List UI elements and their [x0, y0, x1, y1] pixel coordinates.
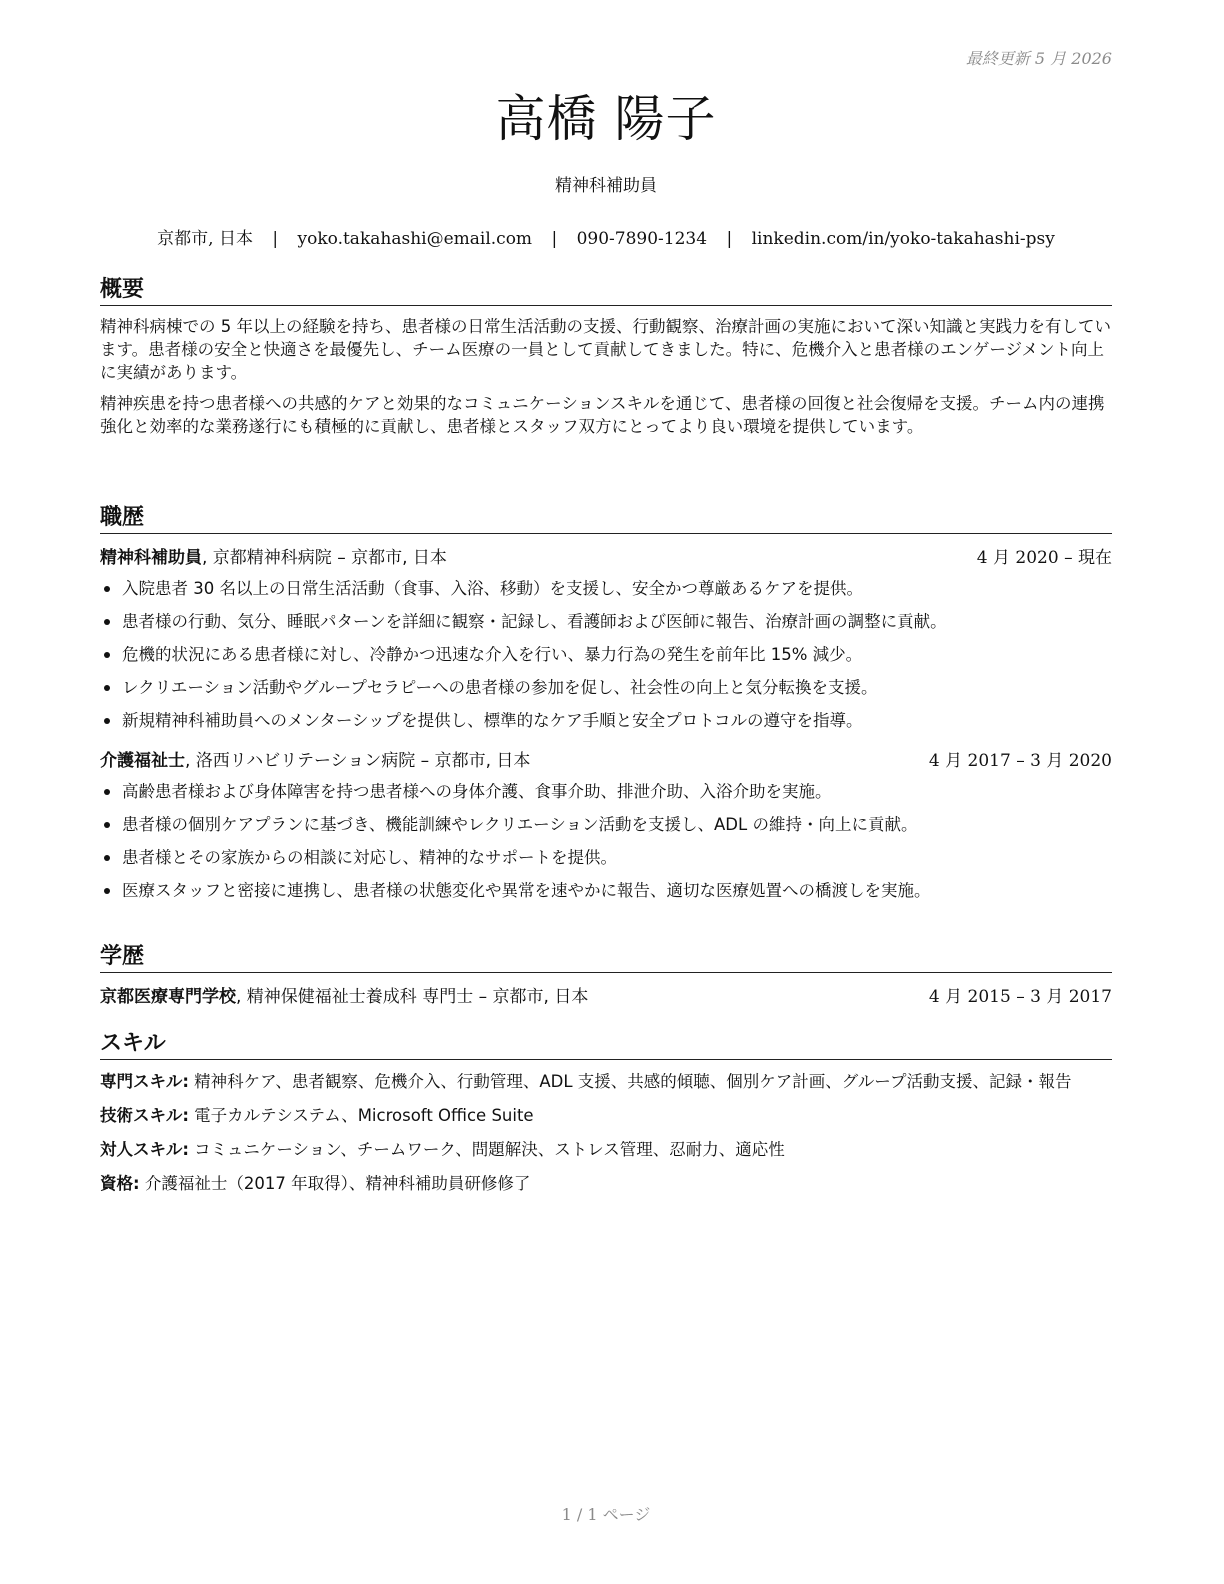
job-role: 精神科補助員 [100, 548, 202, 568]
job-role: 介護福祉士 [100, 751, 185, 771]
job-bullets [100, 775, 1112, 907]
job-bullet: レクリエーション活動やグループセラピーへの患者様の参加を促し、社会性の向上と気分転換を支援。 [100, 671, 1112, 704]
contact-email[interactable]: yoko.takahashi@email.com [297, 229, 533, 249]
summary-paragraph: 精神疾患を持つ患者様への共感的ケアと効果的なコミュニケーションスキルを通じて、患者様の回復と社会復帰を支援。チーム内の連携強化と効率的な業務遂行にも積極的に貢献し、患者様とスタッフ双方にとってより良い環境を提供しています。 [100, 394, 1105, 436]
resume-page [100, 0, 1112, 1584]
job-bullet: 高齢患者様および身体障害を持つ患者様への身体介護、食事介助、排泄介助、入浴介助を実施。 [100, 775, 1112, 808]
skill-label: 専門スキル: [100, 1072, 189, 1091]
candidate-name: 高橋 陽子 [495, 90, 717, 148]
last-updated: 最終更新 5 月 2026 [965, 49, 1112, 68]
contact-separator: | [272, 229, 279, 249]
job-organization: , 洛西リハビリテーション病院 – 京都市, 日本 [185, 751, 531, 771]
job-organization: , 京都精神科病院 – 京都市, 日本 [202, 548, 447, 568]
section-heading-skills: スキル [100, 1031, 1112, 1060]
skill-line [100, 1069, 1112, 1094]
job-bullet: 患者様の行動、気分、睡眠パターンを詳細に観察・記録し、看護師および医師に報告、治療計画の調整に貢献。 [100, 605, 1112, 638]
skill-value: 電子カルテシステム、Microsoft Office Suite [188, 1106, 534, 1125]
job-dates: 4 月 2020 – 現在 [976, 548, 1112, 568]
skill-value: 精神科ケア、患者観察、危機介入、行動管理、ADL 支援、共感的傾聴、個別ケア計画、グループ活動支援、記録・報告 [188, 1072, 1072, 1091]
job-header [100, 749, 1112, 773]
skill-line [100, 1137, 1112, 1162]
job-bullet: 医療スタッフと密接に連携し、患者様の状態変化や異常を速やかに報告、適切な医療処置への橋渡しを実施。 [100, 874, 1112, 907]
section-heading-summary: 概要 [100, 277, 1112, 306]
education-detail: , 精神保健福祉士養成科 専門士 – 京都市, 日本 [236, 987, 589, 1007]
contact-location: 京都市, 日本 [157, 229, 253, 249]
skill-label: 資格: [100, 1174, 140, 1193]
contact-separator: | [551, 229, 558, 249]
job-bullet: 危機的状況にある患者様に対し、冷静かつ迅速な介入を行い、暴力行為の発生を前年比 15% 減少。 [100, 638, 1112, 671]
summary-section [100, 277, 1112, 438]
education-entry [100, 985, 1112, 1009]
skills-section [100, 1031, 1112, 1196]
section-heading-education: 学歴 [100, 944, 1112, 973]
job-bullets [100, 572, 1112, 737]
summary-paragraph: 精神科病棟での 5 年以上の経験を持ち、患者様の日常生活活動の支援、行動観察、治療計画の実施において深い知識と実践力を有しています。患者様の安全と快適さを最優先し、チーム医療の一員として貢献してきました。特に、危機介入と患者様のエンゲージメント向上に実績があります。 [100, 317, 1111, 382]
job-bullet: 患者様とその家族からの相談に対応し、精神的なサポートを提供。 [100, 841, 1112, 874]
experience-section [100, 505, 1112, 907]
skill-label: 技術スキル: [100, 1106, 189, 1125]
skill-value: 介護福祉士（2017 年取得）、精神科補助員研修修了 [139, 1174, 531, 1193]
skill-line [100, 1171, 1112, 1196]
section-heading-experience: 職歴 [100, 505, 1112, 534]
skill-line [100, 1103, 1112, 1128]
job-entry [100, 749, 1112, 907]
contact-linkedin[interactable]: linkedin.com/in/yoko-takahashi-psy [751, 229, 1055, 249]
contact-separator: | [726, 229, 733, 249]
education-dates: 4 月 2015 – 3 月 2017 [928, 987, 1112, 1007]
job-bullet: 患者様の個別ケアプランに基づき、機能訓練やレクリエーション活動を支援し、ADL の維持・向上に貢献。 [100, 808, 1112, 841]
job-bullet: 新規精神科補助員へのメンターシップを提供し、標準的なケア手順と安全プロトコルの遵守を指導。 [100, 704, 1112, 737]
job-bullet: 入院患者 30 名以上の日常生活活動（食事、入浴、移動）を支援し、安全かつ尊厳あるケアを提供。 [100, 572, 1112, 605]
page-number: 1 / 1 ページ [561, 1505, 651, 1524]
skill-value: コミュニケーション、チームワーク、問題解決、ストレス管理、忍耐力、適応性 [188, 1140, 785, 1159]
contact-phone: 090-7890-1234 [576, 229, 708, 249]
job-header [100, 546, 1112, 570]
education-section [100, 944, 1112, 1009]
candidate-title: 精神科補助員 [555, 176, 657, 196]
skill-label: 対人スキル: [100, 1140, 189, 1159]
job-entry [100, 546, 1112, 737]
job-dates: 4 月 2017 – 3 月 2020 [928, 751, 1112, 771]
school-name: 京都医療専門学校 [100, 987, 236, 1007]
contact-line [100, 224, 1112, 249]
